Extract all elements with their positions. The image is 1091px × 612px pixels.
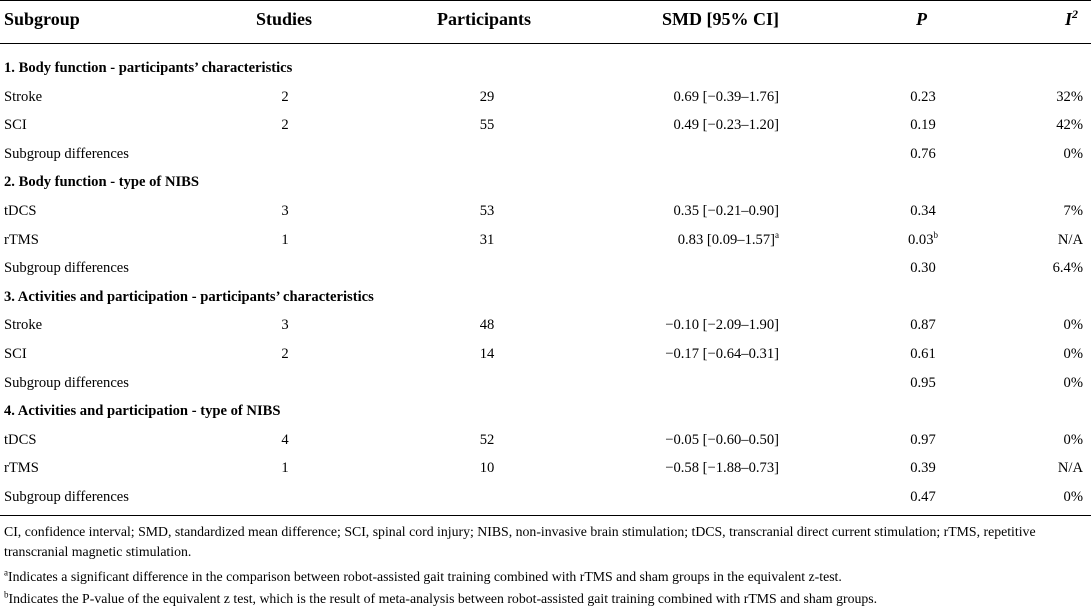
smd-cell (665, 426, 779, 454)
smd-footnote-mark: a (775, 230, 779, 241)
row-label: tDCS (4, 432, 37, 448)
smd-value: −0.05 [−0.60–0.50] (665, 432, 779, 448)
i2-cell: 32% (1056, 89, 1083, 105)
row-label: Subgroup differences (4, 375, 129, 391)
participants-cell-value: 14 (479, 346, 495, 362)
participants-cell-value: 29 (479, 89, 495, 105)
p-value: 0.87 (910, 317, 936, 333)
table-row (0, 111, 1091, 139)
studies-cell-value: 4 (281, 432, 289, 448)
i2-cell: N/A (1057, 232, 1083, 248)
smd-value: 0.83 [0.09–1.57] (677, 232, 775, 248)
row-label: Stroke (4, 89, 43, 105)
p-value: 0.39 (910, 460, 936, 476)
header-smd: SMD [95% CI] (662, 9, 779, 29)
smd-cell (673, 197, 779, 225)
header-rule (0, 43, 1091, 44)
i2-cell: 7% (1063, 203, 1083, 219)
p-wrap (908, 226, 938, 254)
p-value: 0.76 (910, 146, 936, 162)
section-row (0, 168, 1091, 196)
p-wrap (910, 369, 936, 397)
header-i2-base: I (1065, 9, 1073, 29)
section-row (0, 397, 1091, 425)
table-row (0, 83, 1091, 111)
footnote-b-text: Indicates the P-value of the equivalent z test, which is the result of meta-analysis between robot-assisted gait training combined with rTMS and sham groups. (8, 591, 878, 606)
section-title: 1. Body function - participants’ characteristics (4, 60, 293, 76)
i2-cell: 0% (1063, 489, 1083, 505)
footnote-b (4, 589, 1087, 609)
studies-cell-value: 3 (281, 203, 289, 219)
smd-cell (665, 311, 779, 339)
smd-value: −0.58 [−1.88–0.73] (665, 460, 779, 476)
table-row (0, 197, 1091, 225)
row-label: SCI (4, 117, 27, 133)
smd-value: −0.17 [−0.64–0.31] (665, 346, 779, 362)
p-wrap (910, 426, 936, 454)
table-row (0, 140, 1091, 168)
i2-cell: 42% (1056, 117, 1083, 133)
p-value: 0.30 (910, 260, 936, 276)
studies-cell-value: 3 (281, 317, 289, 333)
i2-cell: N/A (1057, 460, 1083, 476)
section-title: 4. Activities and participation - type of NIBS (4, 403, 281, 419)
p-footnote-mark: b (933, 230, 939, 241)
table-row (0, 340, 1091, 368)
header-i2 (1065, 4, 1078, 34)
bottom-rule (0, 515, 1091, 516)
participants-cell-value: 52 (479, 432, 495, 448)
footnote-a (4, 567, 1087, 587)
header-subgroup: Subgroup (4, 9, 80, 29)
section-title: 3. Activities and participation - participants’ characteristics (4, 289, 374, 305)
row-label: Subgroup differences (4, 146, 129, 162)
p-wrap (910, 454, 936, 482)
i2-cell: 6.4% (1052, 260, 1083, 276)
studies-cell-value: 1 (281, 460, 289, 476)
i2-cell: 0% (1063, 317, 1083, 333)
smd-cell (665, 454, 779, 482)
p-value: 0.34 (910, 203, 936, 219)
i2-cell: 0% (1063, 146, 1083, 162)
p-value: 0.23 (910, 89, 936, 105)
header-participants: Participants (437, 9, 531, 29)
section-row (0, 283, 1091, 311)
row-label: Subgroup differences (4, 489, 129, 505)
p-wrap (910, 140, 936, 168)
footnote-a-text: Indicates a significant difference in the comparison between robot-assisted gait training combined with rTMS and sham groups in the equivalent z-test. (8, 569, 842, 584)
p-value: 0.03 (907, 232, 934, 248)
smd-cell (673, 83, 779, 111)
smd-value: 0.35 [−0.21–0.90] (673, 203, 779, 219)
p-wrap (910, 340, 936, 368)
p-value: 0.95 (910, 375, 936, 391)
top-rule (0, 0, 1091, 1)
i2-cell: 0% (1063, 432, 1083, 448)
header-studies: Studies (256, 9, 313, 29)
table-row (0, 226, 1091, 254)
p-wrap (910, 83, 936, 111)
smd-cell (678, 226, 779, 254)
table-row (0, 369, 1091, 397)
row-label: SCI (4, 346, 27, 362)
studies-cell-value: 2 (281, 117, 289, 133)
row-label: rTMS (4, 460, 39, 476)
row-label: Stroke (4, 317, 43, 333)
footnote-a-mark: a (4, 567, 8, 578)
studies-cell-value: 1 (281, 232, 289, 248)
smd-cell (665, 340, 779, 368)
row-label: tDCS (4, 203, 37, 219)
p-value: 0.47 (910, 489, 936, 505)
p-wrap (910, 483, 936, 511)
p-wrap (910, 311, 936, 339)
smd-value: 0.49 [−0.23–1.20] (673, 117, 779, 133)
participants-cell-value: 48 (479, 317, 495, 333)
participants-cell-value: 53 (479, 203, 495, 219)
p-wrap (910, 254, 936, 282)
p-wrap (910, 197, 936, 225)
section-row (0, 54, 1091, 82)
header-i2-sup: 2 (1072, 7, 1079, 21)
p-value: 0.19 (910, 117, 936, 133)
participants-cell-value: 31 (479, 232, 495, 248)
footnote-abbreviations: CI, confidence interval; SMD, standardized mean difference; SCI, spinal cord injury; NIBS, non-invasive brain stimulation; tDCS, transcranial direct current stimulation; rTMS, repetitive transcranial magnetic stimulation. (4, 524, 1036, 559)
header-p: P (916, 9, 927, 29)
smd-value: 0.69 [−0.39–1.76] (673, 89, 779, 105)
table-row (0, 454, 1091, 482)
row-label: Subgroup differences (4, 260, 129, 276)
i2-cell: 0% (1063, 375, 1083, 391)
participants-cell-value: 55 (479, 117, 495, 133)
row-label: rTMS (4, 232, 39, 248)
table-row (0, 254, 1091, 282)
smd-value: −0.10 [−2.09–1.90] (665, 317, 779, 333)
smd-cell (673, 111, 779, 139)
i2-cell: 0% (1063, 346, 1083, 362)
table-row (0, 426, 1091, 454)
studies-cell-value: 2 (281, 346, 289, 362)
table-row (0, 483, 1091, 511)
p-wrap (910, 111, 936, 139)
studies-cell-value: 2 (281, 89, 289, 105)
footnote-b-mark: b (4, 589, 9, 600)
table-row (0, 311, 1091, 339)
p-value: 0.97 (910, 432, 936, 448)
p-value: 0.61 (910, 346, 936, 362)
participants-cell-value: 10 (479, 460, 495, 476)
section-title: 2. Body function - type of NIBS (4, 174, 200, 190)
